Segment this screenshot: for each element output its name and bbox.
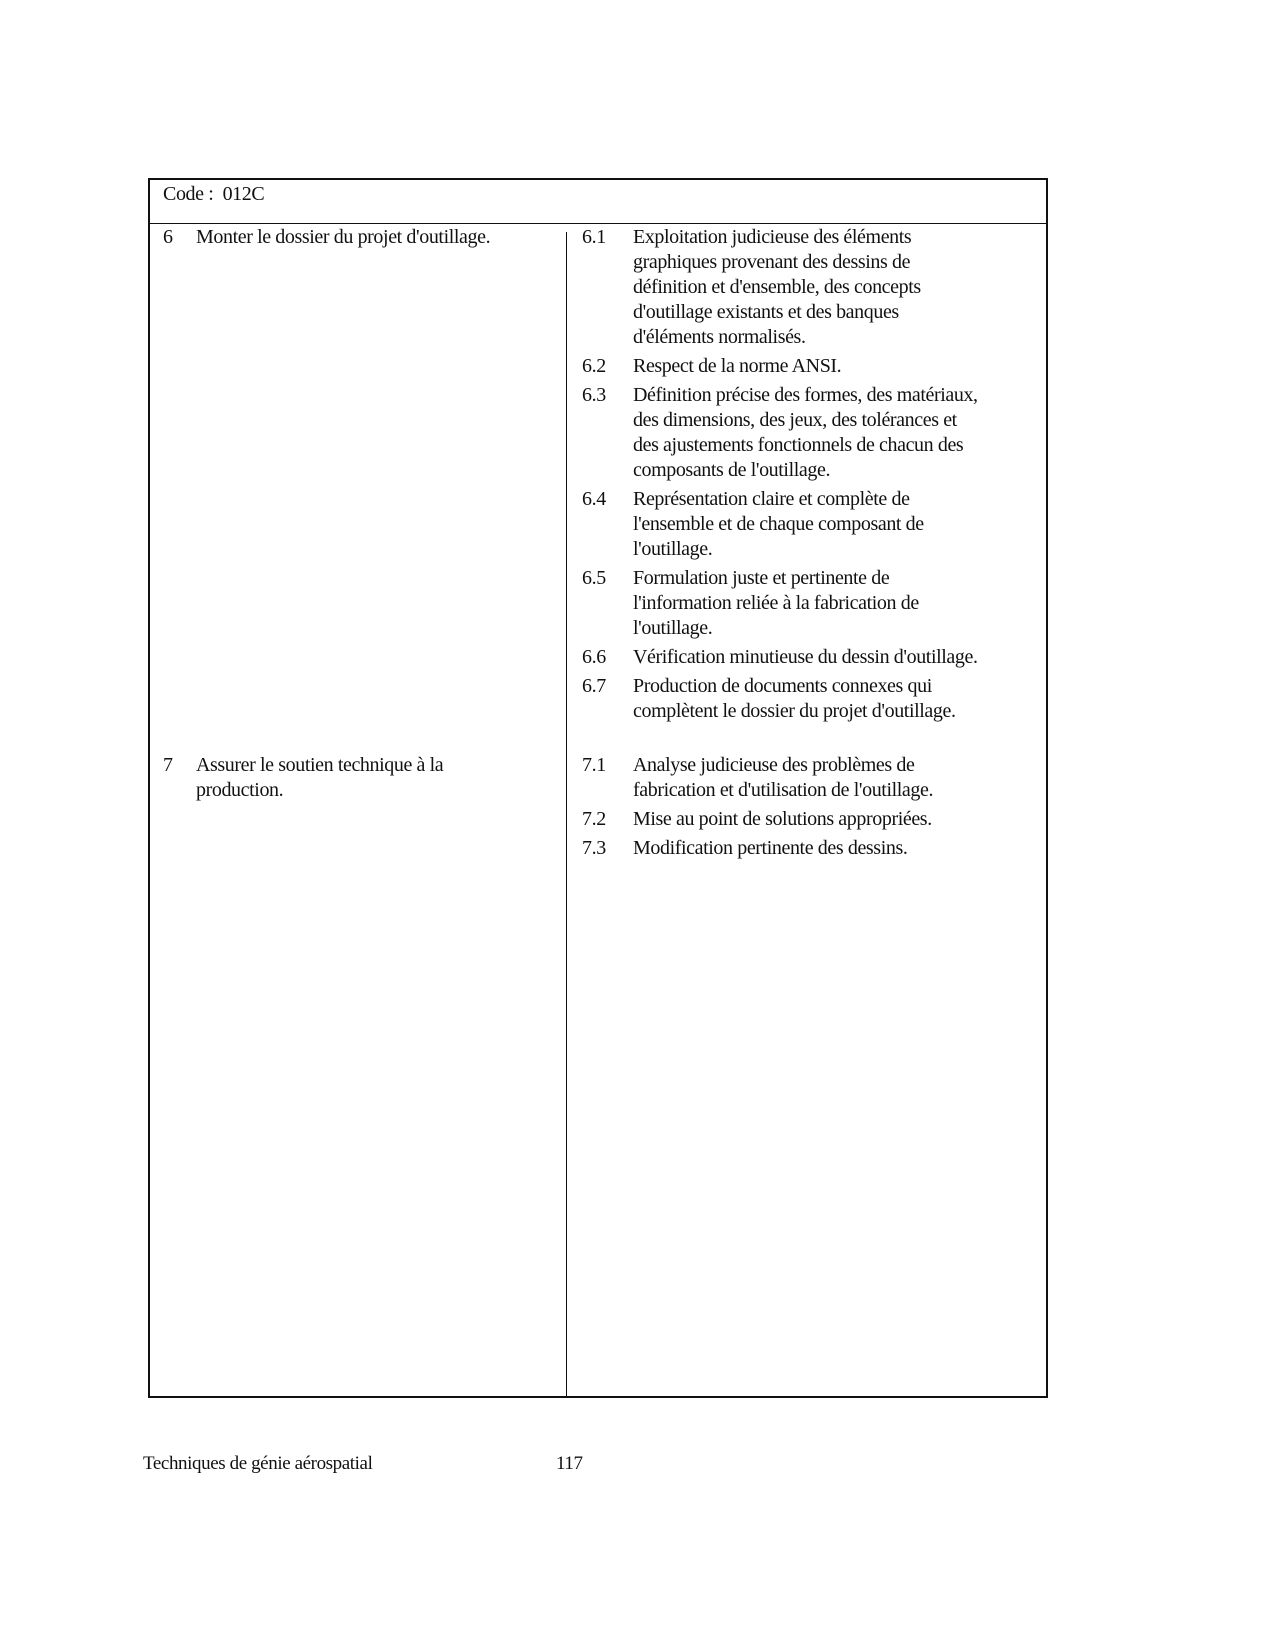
text-line: Production de documents connexes qui xyxy=(633,675,932,697)
text-line: Respect de la norme ANSI. xyxy=(633,355,842,377)
text-line: l'information reliée à la fabrication de xyxy=(633,592,919,614)
criterion-number: 6.4 xyxy=(582,488,606,510)
criterion-number: 6.1 xyxy=(582,226,606,248)
criterion-number: 6.3 xyxy=(582,384,606,406)
text-line: Vérification minutieuse du dessin d'outillage. xyxy=(633,646,978,668)
criterion-number: 6.6 xyxy=(582,646,606,668)
text-line: Modification pertinente des dessins. xyxy=(633,837,908,859)
page-number: 117 xyxy=(556,1453,583,1474)
criterion-number: 7.1 xyxy=(582,754,606,776)
text-line: d'éléments normalisés. xyxy=(633,326,806,348)
criterion-number: 6.5 xyxy=(582,567,606,589)
competency-text xyxy=(196,225,490,250)
criterion-text xyxy=(633,674,956,724)
code-label: Code : xyxy=(163,183,214,205)
competency-number: 7 xyxy=(163,754,173,776)
criterion-text xyxy=(633,383,978,483)
criterion-text xyxy=(633,225,921,350)
competency-text xyxy=(196,753,443,803)
criterion-text xyxy=(633,807,932,832)
criterion-text xyxy=(633,836,907,861)
header-divider xyxy=(148,223,1046,224)
text-line: complètent le dossier du projet d'outillage. xyxy=(633,700,956,722)
criterion-text xyxy=(633,645,978,670)
criterion-text xyxy=(633,566,919,641)
text-line: d'outillage existants et des banques xyxy=(633,301,899,323)
footer-title: Techniques de génie aérospatial xyxy=(143,1453,373,1474)
text-line: l'outillage. xyxy=(633,617,713,639)
text-line: Assurer le soutien technique à la xyxy=(196,754,444,776)
text-line: Exploitation judicieuse des éléments xyxy=(633,226,912,248)
competency-number: 6 xyxy=(163,226,173,248)
text-line: définition et d'ensemble, des concepts xyxy=(633,276,921,298)
criterion-text xyxy=(633,753,933,803)
criterion-number: 6.7 xyxy=(582,675,606,697)
text-line: l'ensemble et de chaque composant de xyxy=(633,513,924,535)
text-line: Définition précise des formes, des matériaux, xyxy=(633,384,978,406)
text-line: Mise au point de solutions appropriées. xyxy=(633,808,932,830)
text-line: l'outillage. xyxy=(633,538,713,560)
text-line: Représentation claire et complète de xyxy=(633,488,910,510)
criterion-text xyxy=(633,354,841,379)
text-line: composants de l'outillage. xyxy=(633,459,831,481)
code-value: 012C xyxy=(222,183,265,205)
criterion-number: 7.3 xyxy=(582,837,606,859)
criterion-number: 7.2 xyxy=(582,808,606,830)
text-line: des dimensions, des jeux, des tolérances et xyxy=(633,409,957,431)
text-line: production. xyxy=(196,779,284,801)
column-divider xyxy=(566,232,567,1398)
text-line: Formulation juste et pertinente de xyxy=(633,567,890,589)
criterion-number: 6.2 xyxy=(582,355,606,377)
text-line: Analyse judicieuse des problèmes de xyxy=(633,754,915,776)
code-header xyxy=(163,182,264,207)
text-line: graphiques provenant des dessins de xyxy=(633,251,911,273)
text-line: des ajustements fonctionnels de chacun des xyxy=(633,434,964,456)
text-line: fabrication et d'utilisation de l'outillage. xyxy=(633,779,934,801)
text-line: Monter le dossier du projet d'outillage. xyxy=(196,226,491,248)
criterion-text xyxy=(633,487,924,562)
